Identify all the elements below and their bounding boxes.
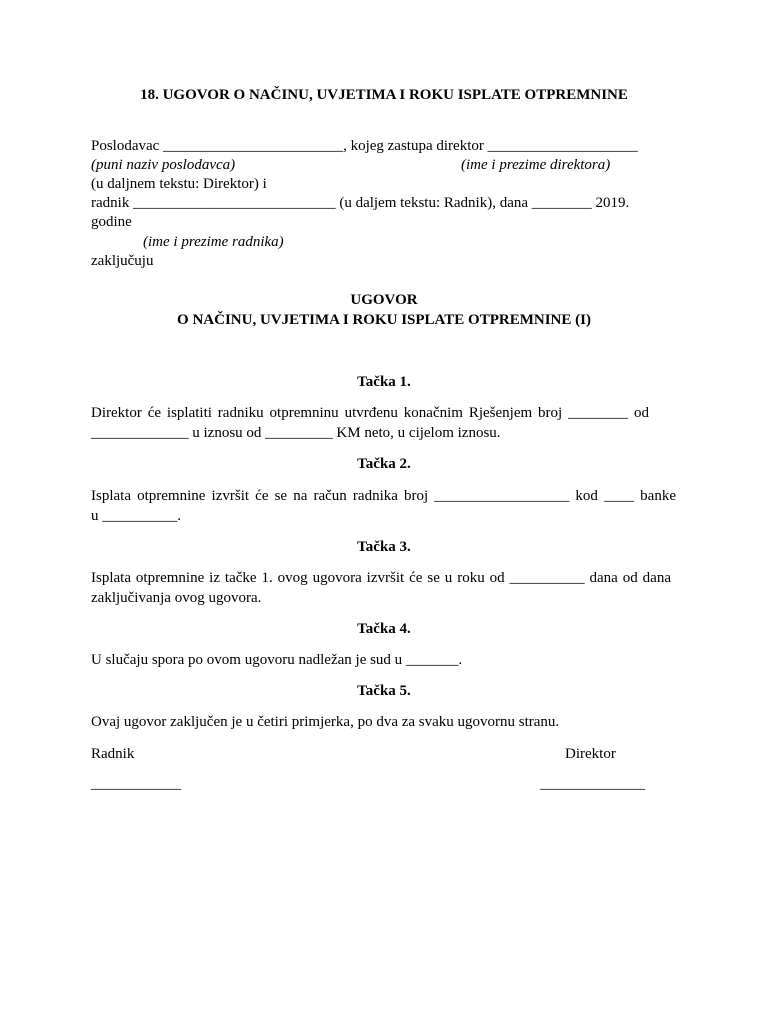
intro-director-text: (u daljnem tekstu: Direktor) i xyxy=(91,176,267,192)
contract-subheading: O NAČINU, UVJETIMA I ROKU ISPLATE OTPREMNINE (I) xyxy=(177,312,591,328)
hint-director-name: (ime i prezime direktora) xyxy=(461,157,611,173)
section-2-title: Tačka 2. xyxy=(357,456,411,472)
intro-concluding-word: zaključuju xyxy=(91,253,154,269)
section-3-title: Tačka 3. xyxy=(357,539,411,555)
section-5-line-1: Ovaj ugovor zaključen je u četiri primjerka, po dva za svaku ugovornu stranu. xyxy=(91,714,560,730)
signature-label-worker: Radnik xyxy=(91,746,135,762)
section-4-line-1: U slučaju spora po ovom ugovoru nadležan je sud u _______. xyxy=(91,652,463,668)
intro-employer-line: Poslodavac ________________________, kojeg zastupa direktor ____________________ xyxy=(91,138,638,154)
section-3-line-1: Isplata otpremnine iz tačke 1. ovog ugovora izvršit će se u roku od __________ dana od dana xyxy=(91,570,671,586)
section-5-title: Tačka 5. xyxy=(357,683,411,699)
hint-employer-name: (puni naziv poslodavca) xyxy=(91,157,236,173)
section-1-line-2: _____________ u iznosu od _________ KM neto, u cijelom iznosu. xyxy=(91,425,501,441)
document-title: 18. UGOVOR O NAČINU, UVJETIMA I ROKU ISPLATE OTPREMNINE xyxy=(140,87,628,103)
contract-heading: UGOVOR xyxy=(350,292,418,308)
section-3-line-2: zaključivanja ovog ugovora. xyxy=(91,590,262,606)
signature-line-director: ______________ xyxy=(540,776,645,792)
section-4-title: Tačka 4. xyxy=(357,621,411,637)
signature-line-worker: ____________ xyxy=(91,776,181,792)
intro-worker-line: radnik ___________________________ (u daljem tekstu: Radnik), dana ________ 2019. xyxy=(91,195,630,211)
section-2-line-2: u __________. xyxy=(91,508,181,524)
intro-year-word: godine xyxy=(91,214,132,230)
section-2-line-1: Isplata otpremnine izvršit će se na račun radnika broj __________________ kod ____ banke xyxy=(91,488,676,504)
section-1-line-1: Direktor će isplatiti radniku otpremninu utvrđenu konačnim Rješenjem broj ________ od xyxy=(91,405,649,421)
hint-worker-name: (ime i prezime radnika) xyxy=(143,234,284,250)
signature-label-director: Direktor xyxy=(565,746,616,762)
section-1-title: Tačka 1. xyxy=(357,374,411,390)
